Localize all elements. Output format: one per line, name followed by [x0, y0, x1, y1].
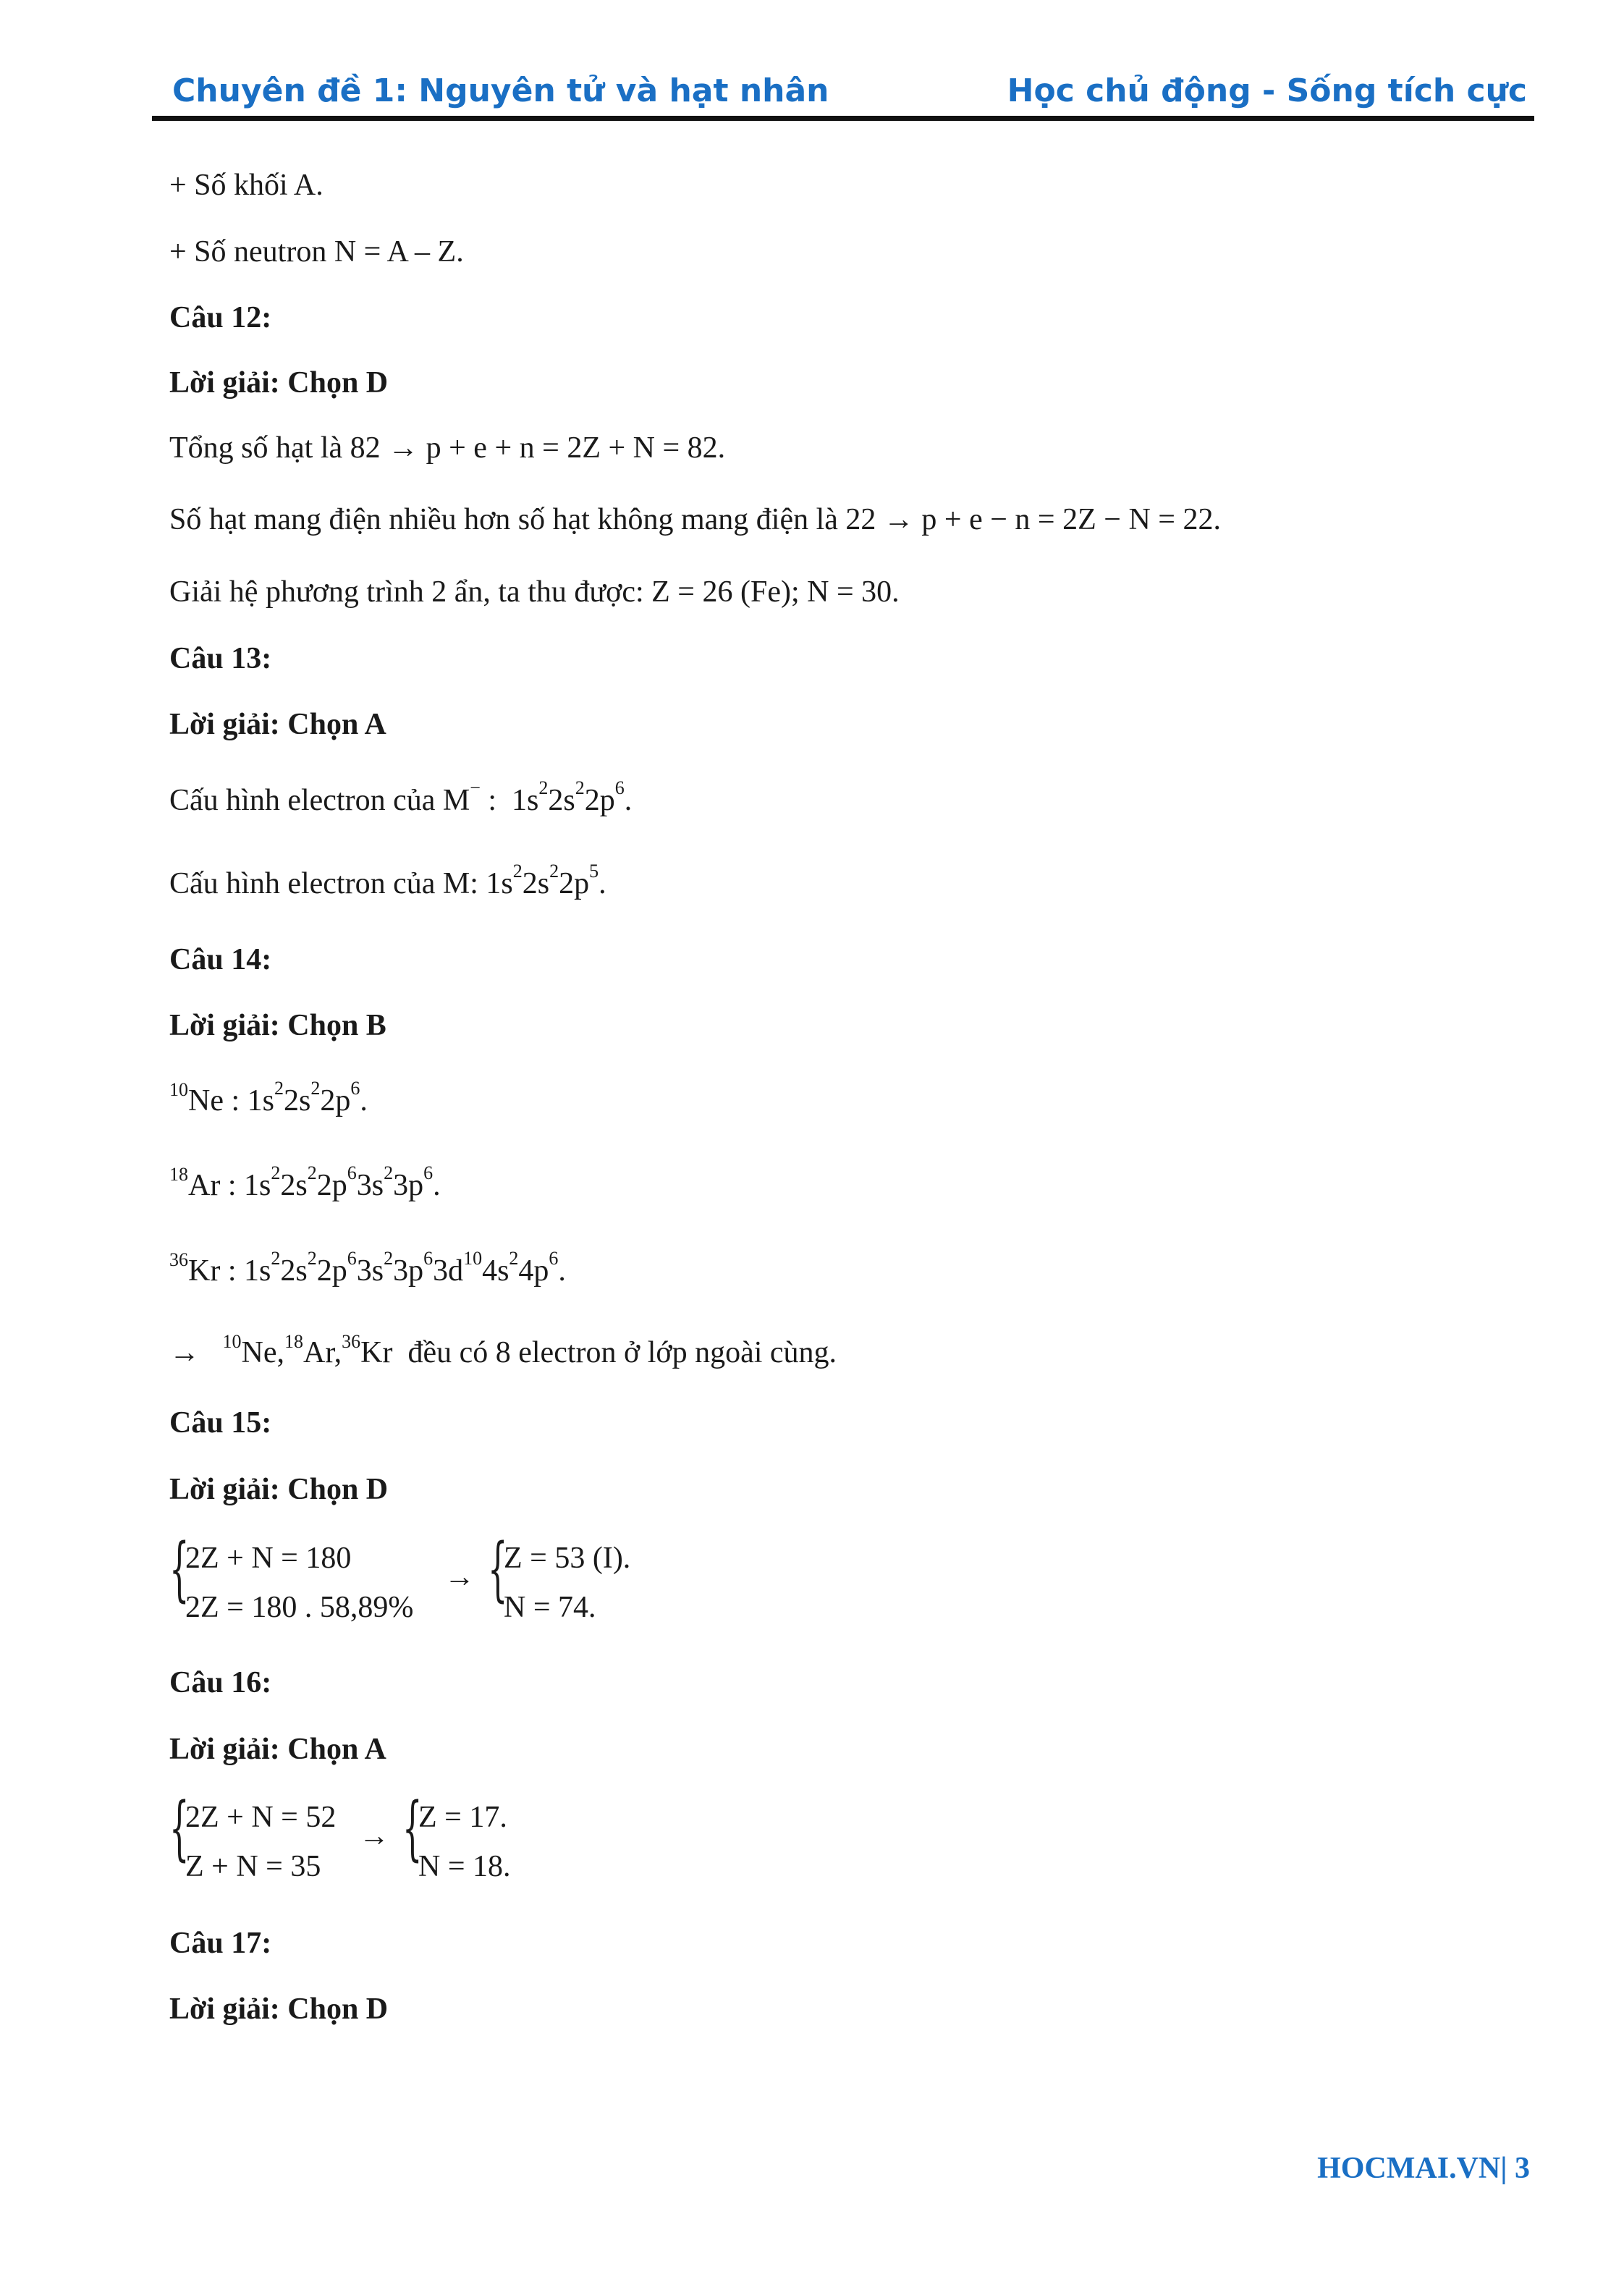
electron-config-ne: $^{10}$Ne : $1s^22s^22p^6$. [169, 1078, 368, 1117]
text-line: + Số khối A. [169, 169, 323, 202]
answer-heading: Lời giải: Chọn A [169, 1733, 386, 1766]
header-chapter-title: Chuyên đề 1: Nguyên tử và hạt nhân [172, 72, 829, 109]
page-footer [1317, 2151, 1530, 2186]
question-heading: Câu 17: [169, 1927, 272, 1960]
page-number: | 3 [1500, 2152, 1530, 2185]
question-heading: Câu 16: [169, 1666, 272, 1699]
text-line: → $^{10}$Ne,$^{18}$Ar,$^{36}$Kr đều có 8 electron ở lớp ngoài cùng. [169, 1331, 837, 1369]
text-line: Cấu hình electron của M: $1s^22s^22p^5$. [169, 861, 606, 900]
question-heading: Câu 13: [169, 642, 272, 675]
answer-heading: Lời giải: Chọn A [169, 708, 386, 741]
math-expression: p + e − n = 2Z − N = 22. [921, 503, 1221, 536]
answer-heading: Lời giải: Chọn D [169, 366, 389, 400]
page-header [169, 72, 1530, 120]
question-heading: Câu 14: [169, 943, 272, 976]
header-rule [152, 116, 1534, 121]
footer-site: HOCMAI.VN [1317, 2152, 1501, 2185]
header-slogan: Học chủ động - Sống tích cực [1007, 72, 1527, 109]
electron-config-kr: $^{36}$Kr : $1s^22s^22p^63s^23p^63d^{10}4s^24p^6$. [169, 1248, 566, 1288]
math-expression: p + e + n = 2Z + N = 82. [426, 431, 726, 465]
text-line: Tổng số hạt là 82 → p + e + n = 2Z + N = 82. [169, 431, 726, 465]
text-line: + Số neutron N = A – Z. [169, 235, 464, 269]
text-line: Giải hệ phương trình 2 ẩn, ta thu được: Z = 26 (Fe); N = 30. [169, 575, 900, 609]
text-line: Số hạt mang điện nhiều hơn số hạt không mang điện là 22 → p + e − n = 2Z − N = 22. [169, 503, 1221, 536]
question-heading: Câu 15: [169, 1406, 272, 1440]
equation-system: { 2Z + N = 180 2Z = 180 . 58,89% → { Z = 53 (I). N = 74. [169, 1529, 631, 1624]
answer-heading: Lời giải: Chọn D [169, 1473, 389, 1506]
question-heading: Câu 12: [169, 301, 272, 334]
text-line: Cấu hình electron của M− : $1s^22s^22p^6$. [169, 777, 633, 817]
answer-heading: Lời giải: Chọn B [169, 1009, 386, 1042]
equation-system: { 2Z + N = 52 Z + N = 35 → { Z = 17. N = 18. [169, 1788, 511, 1883]
electron-config-ar: $^{18}$Ar : $1s^22s^22p^63s^23p^6$. [169, 1162, 441, 1202]
answer-heading: Lời giải: Chọn D [169, 1993, 389, 2026]
